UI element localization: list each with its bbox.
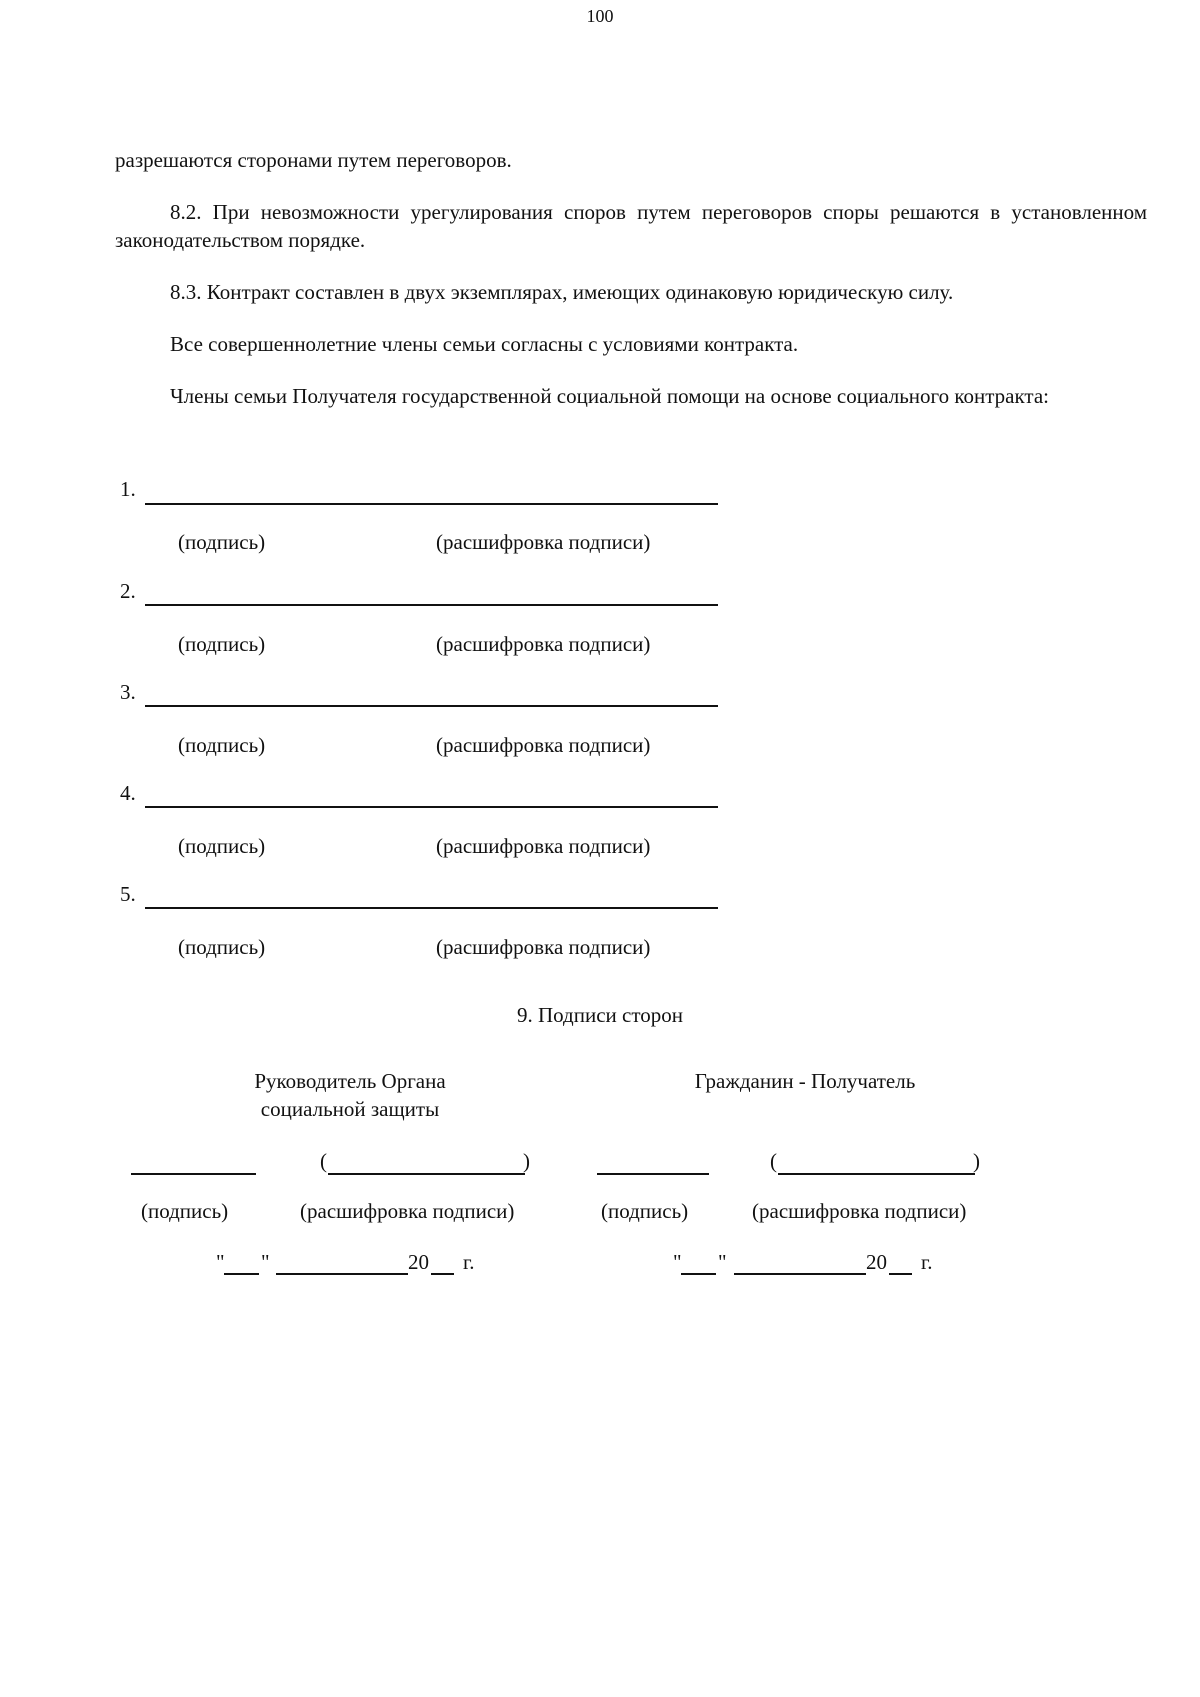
right-heading-line1: Гражданин - Получатель [694, 1069, 916, 1093]
right-date-suffix: г. [921, 1250, 933, 1274]
member-decode-caption: (расшифровка подписи) [436, 935, 651, 959]
left-date-month-line[interactable] [276, 1273, 408, 1275]
paragraph-8-2: 8.2. При невозможности урегулирования споров путем переговоров споры решаются в установленном законодательством порядке. [115, 200, 1147, 252]
left-signature-line[interactable] [131, 1173, 256, 1175]
member-decode-caption: (расшифровка подписи) [436, 632, 651, 656]
member-number: 5. [120, 882, 136, 906]
left-date-year: 20 [408, 1250, 429, 1274]
member-number: 3. [120, 680, 136, 704]
right-date-month-line[interactable] [734, 1273, 866, 1275]
right-date-year: 20 [866, 1250, 887, 1274]
paragraph-family-consent: Все совершеннолетние члены семьи согласны с условиями контракта. [170, 332, 799, 356]
member-number: 4. [120, 781, 136, 805]
member-signature-line[interactable] [145, 705, 718, 707]
section-title-signatures: 9. Подписи сторон [517, 1003, 683, 1027]
member-decode-caption: (расшифровка подписи) [436, 530, 651, 554]
left-party-heading [190, 1067, 510, 1123]
member-sign-caption: (подпись) [178, 530, 266, 554]
right-date-quote-close: " [718, 1250, 727, 1274]
page-number: 100 [586, 6, 614, 26]
left-heading-line1: Руководитель Органа [254, 1069, 446, 1093]
left-date-quote-open: " [216, 1250, 225, 1274]
left-heading-line2: социальной защиты [260, 1097, 440, 1121]
paragraph-dispute-negotiation: разрешаются сторонами путем переговоров. [115, 148, 512, 172]
member-sign-caption: (подпись) [178, 935, 266, 959]
left-date-year-line[interactable] [431, 1273, 454, 1275]
right-paren-open: ( [770, 1149, 777, 1173]
member-number: 1. [120, 477, 136, 501]
right-signature-line[interactable] [597, 1173, 709, 1175]
member-sign-caption: (подпись) [178, 632, 266, 656]
member-number: 2. [120, 579, 136, 603]
member-decode-caption: (расшифровка подписи) [436, 733, 651, 757]
left-decode-caption: (расшифровка подписи) [300, 1199, 515, 1223]
right-decode-caption: (расшифровка подписи) [752, 1199, 967, 1223]
left-paren-open: ( [320, 1149, 327, 1173]
member-signature-line[interactable] [145, 503, 718, 505]
member-sign-caption: (подпись) [178, 834, 266, 858]
right-date-year-line[interactable] [889, 1273, 912, 1275]
left-sign-caption: (подпись) [141, 1199, 229, 1223]
member-signature-line[interactable] [145, 907, 718, 909]
member-signature-line[interactable] [145, 604, 718, 606]
right-paren-close: ) [973, 1149, 980, 1173]
member-signature-line[interactable] [145, 806, 718, 808]
left-date-day-line[interactable] [224, 1273, 259, 1275]
paragraph-8-3: 8.3. Контракт составлен в двух экземплярах, имеющих одинаковую юридическую силу. [170, 280, 954, 304]
left-decode-line[interactable] [328, 1173, 525, 1175]
left-paren-close: ) [523, 1149, 530, 1173]
right-party-heading [655, 1067, 955, 1095]
left-date-quote-close: " [261, 1250, 270, 1274]
left-date-suffix: г. [463, 1250, 475, 1274]
right-date-day-line[interactable] [681, 1273, 716, 1275]
paragraph-family-members: Члены семьи Получателя государственной социальной помощи на основе социального контракта: [170, 384, 1050, 408]
member-sign-caption: (подпись) [178, 733, 266, 757]
member-decode-caption: (расшифровка подписи) [436, 834, 651, 858]
right-date-quote-open: " [673, 1250, 682, 1274]
right-decode-line[interactable] [778, 1173, 975, 1175]
right-sign-caption: (подпись) [601, 1199, 689, 1223]
